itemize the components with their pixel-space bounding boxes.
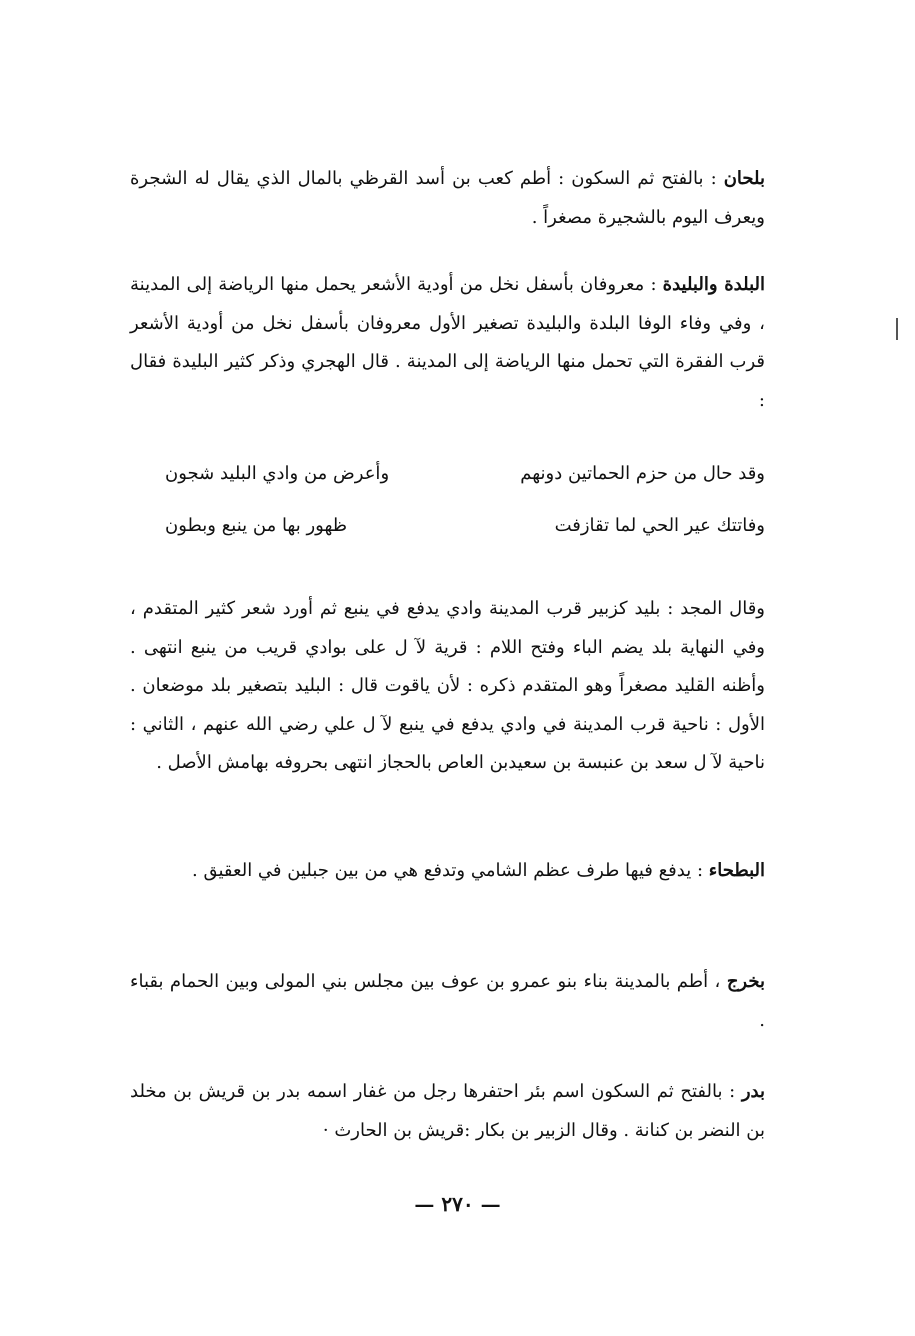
entry-text: : معروفان بأسفل نخل من أودية الأشعر يحمل منها الرياضة إلى المدينة ، وفي وفاء الوفا البلدة والبليدة تصغير الأول معروفان بأسفل نخل من أودية الأشعر قرب الفقرة التي تحمل منها الرياضة إلى المدينة . قال الهجري وذكر كثير البليدة فقال :	[130, 274, 765, 411]
margin-mark	[896, 318, 898, 340]
entry-balhan	[130, 160, 765, 237]
entry-text: وقال المجد : بليد كزبير قرب المدينة وادي يدفع في ينبع ثم أورد شعر كثير المتقدم ، وفي النهاية بلد يضم الباء وفتح اللام : قرية لآ ل على بوادي قريب من ينبع انتهى . وأظنه القليد مصغراً وهو المتقدم ذكره : لأن ياقوت قال : البليد بتصغير بلد موضعان . الأول : ناحية قرب المدينة في وادي يدفع في ينبع لآ ل علي رضي الله عنهم ، الثاني : ناحية لآ ل سعد بن عنبسة بن سعيدبن العاص بالحجاز انتهى بحروفه بهامش الأصل .	[130, 598, 765, 773]
entry-text: : يدفع فيها طرف عظم الشامي وتدفع هي من بين جبلين في العقيق .	[192, 860, 709, 881]
entry-text: : بالفتح ثم السكون : أطم كعب بن أسد القرظي بالمال الذي يقال له الشجرة ويعرف اليوم بالشجيرة مصغراً .	[130, 168, 765, 228]
poem-hemistich-second: وأعرض من وادي البليد شجون	[165, 463, 390, 484]
entry-majd-quote	[130, 590, 765, 783]
poem	[165, 448, 765, 552]
entry-badr	[130, 1073, 765, 1150]
headword: بخرج	[726, 971, 765, 992]
headword: البطحاء	[708, 860, 765, 881]
entry-text: ، أطم بالمدينة بناء بنو عمرو بن عوف بين مجلس بني المولى وبين الحمام بقباء .	[130, 971, 765, 1031]
entry-albalda	[130, 266, 765, 420]
poem-hemistich-first: وقد حال من حزم الحماتين دونهم	[520, 463, 765, 484]
poem-verse	[165, 500, 765, 552]
entry-bakhraj	[130, 963, 765, 1040]
poem-hemistich-second: ظهور بها من ينبع وبطون	[165, 515, 348, 536]
headword: البلدة والبليدة	[662, 274, 765, 295]
entry-text: : بالفتح ثم السكون اسم بئر احتفرها رجل من غفار اسمه بدر بن قريش بن مخلد بن النضر بن كنانة . وقال الزبير بن بكار :قريش بن الحارث ·	[130, 1081, 765, 1141]
page-number: — ٢٧٠ —	[414, 1192, 501, 1216]
headword: بلحان	[723, 168, 765, 189]
poem-hemistich-first: وفاتتك عير الحي لما تقازفت	[554, 515, 765, 536]
entry-albatha	[130, 852, 765, 891]
headword: بدر	[741, 1081, 765, 1102]
poem-verse	[165, 448, 765, 500]
